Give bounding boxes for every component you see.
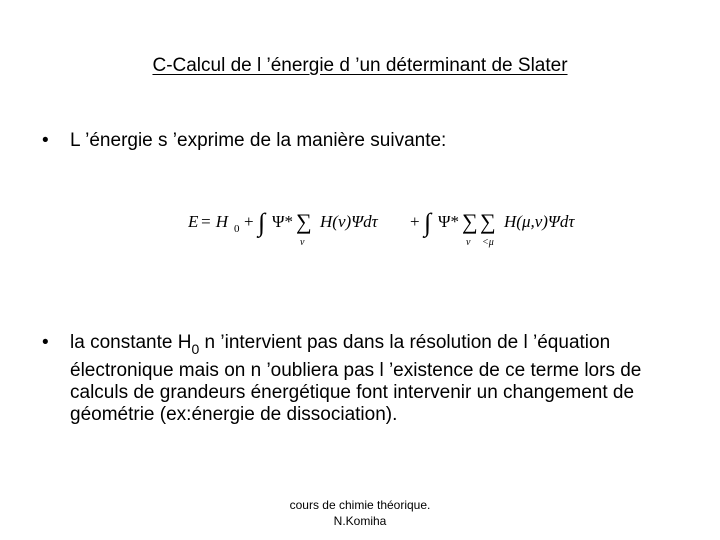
formula-sum-index-nu: ν xyxy=(300,237,305,248)
bullet-text: L ’énergie s ’exprime de la manière suivante: xyxy=(70,130,447,151)
formula-sum-1: ∑ xyxy=(296,209,312,234)
bullet-constant-H0 xyxy=(42,332,682,426)
bullet-text xyxy=(70,332,682,426)
formula-eq-H: = H xyxy=(200,212,228,231)
slide-footer xyxy=(230,497,490,529)
formula-H-mu-nu: H(μ,ν)Ψdτ xyxy=(504,212,575,231)
formula-H-nu: H(ν)Ψdτ xyxy=(320,212,378,231)
bullet-text-start: la constante H xyxy=(70,332,192,353)
formula-sum-3: ∑ xyxy=(480,209,496,234)
formula-integral-1: ∫ xyxy=(258,208,266,237)
formula-integral-2: ∫ xyxy=(424,208,432,237)
footer-author: N.Komiha xyxy=(333,514,387,528)
bullet-marker: • xyxy=(42,332,49,353)
formula-sum-index-mu: <μ xyxy=(482,237,494,248)
formula-plus-2: + xyxy=(410,212,420,231)
formula-psi-conj-2: Ψ* xyxy=(438,212,460,231)
formula-E: E xyxy=(188,212,199,231)
formula-psi-conj-1: Ψ* xyxy=(272,212,294,231)
bullet-text-rest: n ’intervient pas dans la résolution de l ’équation électronique mais on n ’oubliera pas l ’existence de ce terme lors de calculs de grandeurs énergétique font intervenir un changement de géométrie (ex:énergie de dissociation). xyxy=(70,332,642,425)
formula-plus-1: + xyxy=(244,212,254,231)
slide-title: C-Calcul de l ’énergie d ’un déterminant de Slater xyxy=(152,55,568,76)
formula-H0-sub: 0 xyxy=(234,223,240,235)
bullet-energy-intro xyxy=(42,130,682,152)
formula-sum-2: ∑ xyxy=(462,209,478,234)
H0-subscript: 0 xyxy=(191,341,200,357)
footer-course: cours de chimie théorique. xyxy=(289,498,431,512)
energy-formula xyxy=(188,203,618,249)
formula-sum-index-nu-2: ν xyxy=(466,237,471,248)
bullet-marker: • xyxy=(42,130,49,151)
